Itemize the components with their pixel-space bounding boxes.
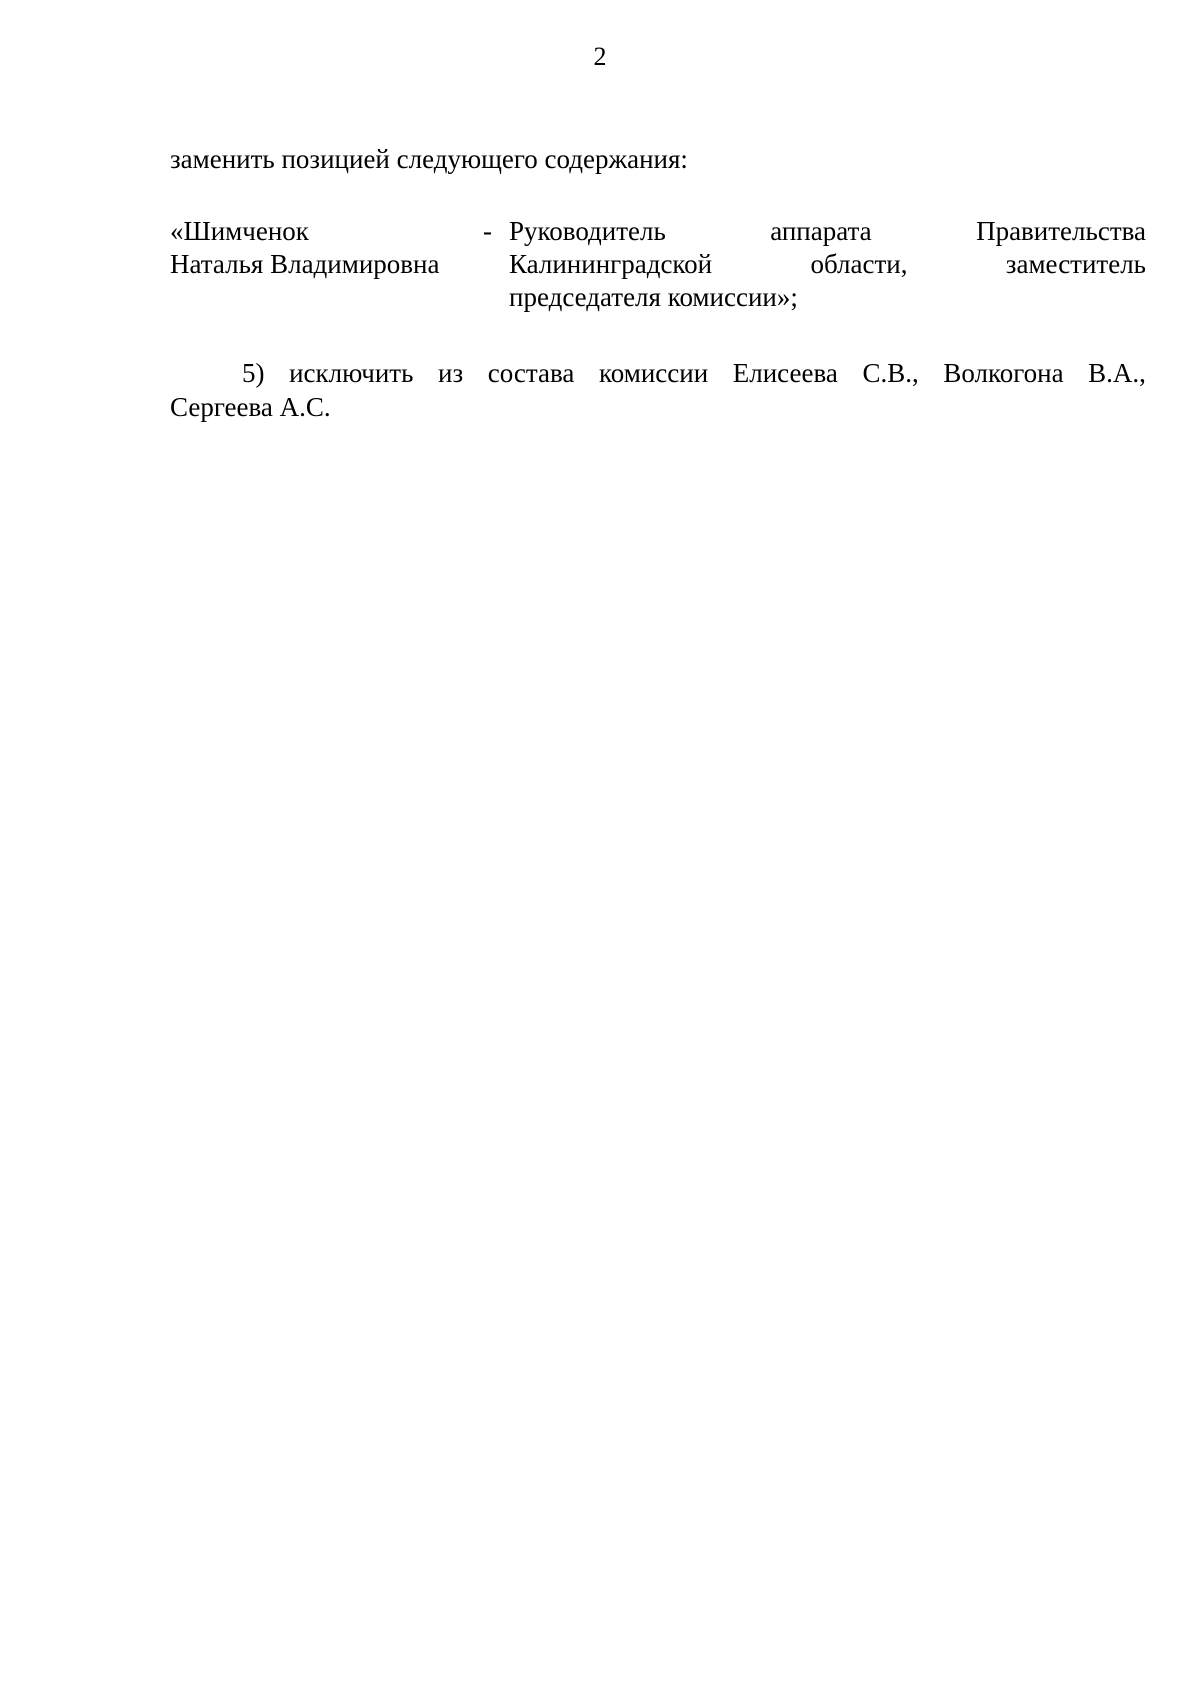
role-word: области, bbox=[810, 249, 908, 279]
person-given-names: Наталья Владимировна bbox=[170, 249, 440, 279]
item-5-word: Волкогона bbox=[943, 358, 1064, 388]
role-line-3 bbox=[509, 281, 1146, 314]
item-5-word: Елисеева bbox=[732, 358, 838, 388]
item-5-word: С.В., bbox=[862, 358, 919, 388]
role-line-2 bbox=[509, 248, 1146, 281]
entry-dash: - bbox=[483, 216, 492, 246]
role-word: Руководитель bbox=[509, 216, 666, 246]
page-number: 2 bbox=[593, 42, 607, 71]
role-word: Калининградской bbox=[509, 249, 713, 279]
item-5-paragraph bbox=[170, 356, 1146, 424]
item-5-word: В.А., bbox=[1088, 358, 1146, 388]
role-word: председателя комиссии»; bbox=[509, 282, 798, 312]
item-5-word: из bbox=[438, 358, 464, 388]
intro-paragraph: заменить позицией следующего содержания: bbox=[170, 144, 688, 174]
person-surname: «Шимченок bbox=[170, 216, 309, 246]
item-5-word: комиссии bbox=[599, 358, 709, 388]
role-word: Правительства bbox=[976, 216, 1146, 246]
item-5-line-1 bbox=[170, 356, 1146, 390]
item-5-line-2: Сергеева А.С. bbox=[170, 392, 331, 422]
role-line-1 bbox=[509, 215, 1146, 248]
person-name bbox=[170, 215, 470, 281]
item-5-word: состава bbox=[487, 358, 575, 388]
item-5-word: 5) bbox=[242, 358, 265, 388]
item-5-word: исключить bbox=[289, 358, 414, 388]
role-word: аппарата bbox=[770, 216, 872, 246]
role-word: заместитель bbox=[1005, 249, 1146, 279]
person-role bbox=[509, 215, 1146, 314]
